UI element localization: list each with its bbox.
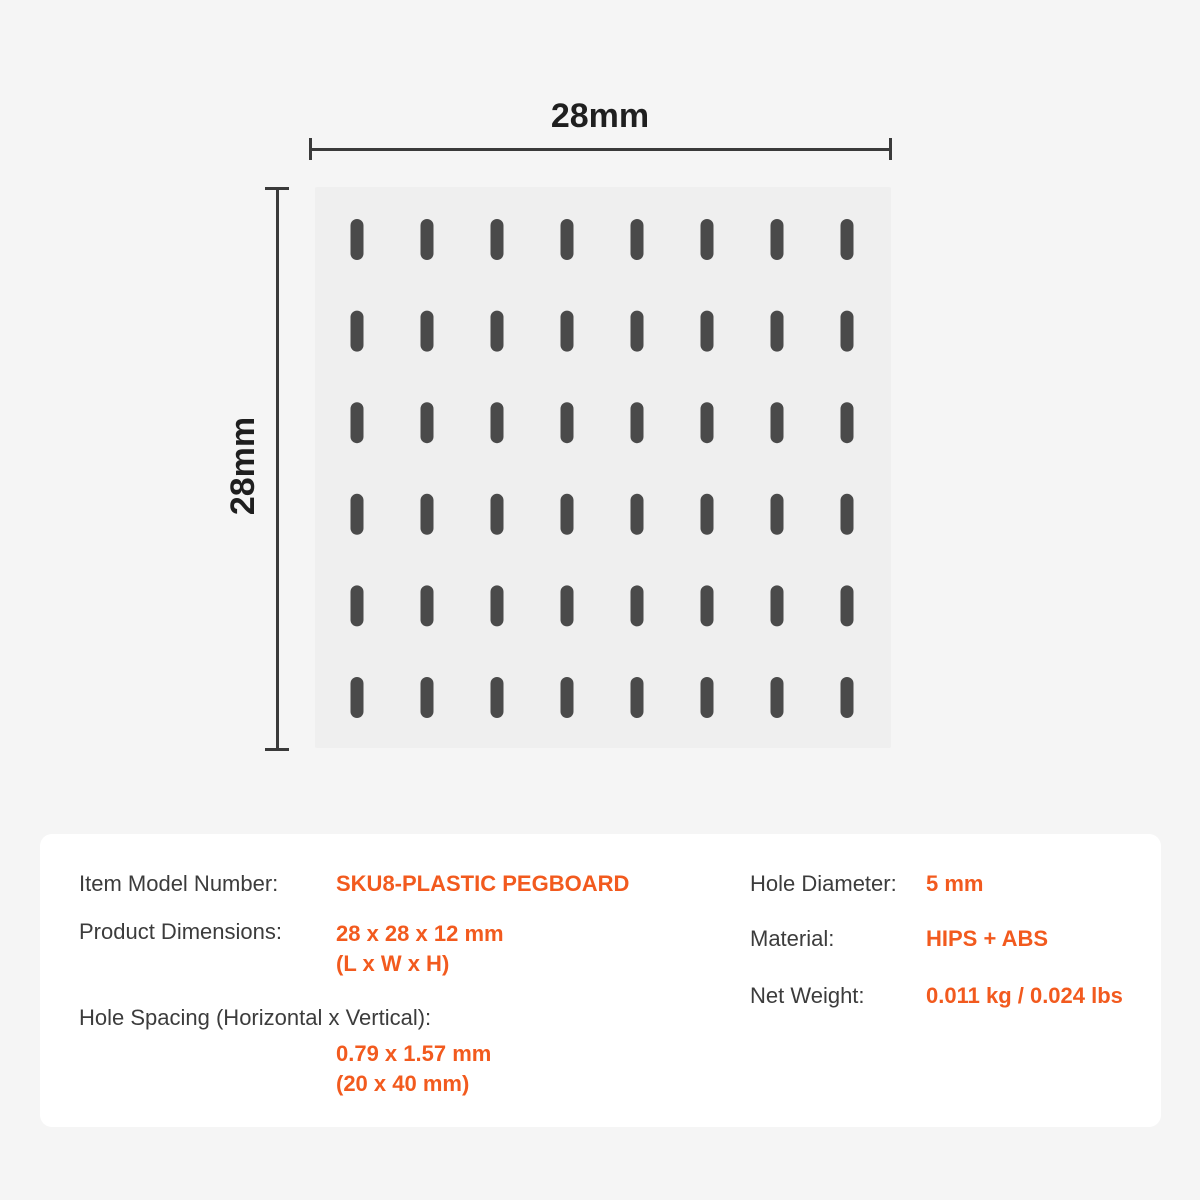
product-dimensions-value: 28 x 28 x 12 mm (336, 921, 504, 946)
peg-hole (841, 677, 854, 718)
height-dimension-label: 28mm (224, 416, 262, 516)
peg-hole (841, 311, 854, 352)
peg-hole (771, 219, 784, 260)
hole-spacing-label: Hole Spacing (Horizontal x Vertical): (79, 1005, 432, 1030)
peg-hole (561, 677, 574, 718)
net-weight-value: 0.011 kg / 0.024 lbs (926, 983, 1123, 1008)
pegboard-holes (315, 187, 891, 748)
peg-hole (631, 219, 644, 260)
width-dimension-line (311, 148, 892, 151)
peg-hole (631, 402, 644, 443)
product-dimensions-note: (L x W x H) (336, 951, 450, 976)
material-value: HIPS + ABS (926, 926, 1049, 951)
peg-hole (421, 402, 434, 443)
width-dimension-tick-right (889, 138, 892, 160)
peg-hole (841, 494, 854, 535)
hole-spacing-value: 0.79 x 1.57 mm (336, 1041, 492, 1066)
peg-hole (841, 585, 854, 626)
peg-hole (561, 311, 574, 352)
peg-hole (771, 311, 784, 352)
peg-hole (351, 219, 364, 260)
height-dimension-tick-bottom (265, 748, 289, 751)
peg-hole (351, 494, 364, 535)
peg-hole (351, 677, 364, 718)
peg-hole (421, 585, 434, 626)
peg-hole (631, 677, 644, 718)
pegboard-image (315, 187, 891, 748)
peg-hole (701, 402, 714, 443)
height-dimension-line (276, 188, 279, 750)
peg-hole (701, 585, 714, 626)
peg-hole (701, 494, 714, 535)
peg-hole (701, 219, 714, 260)
peg-hole (841, 402, 854, 443)
peg-hole (351, 402, 364, 443)
width-dimension-label: 28mm (550, 97, 650, 135)
peg-hole (701, 677, 714, 718)
hole-spacing-note: (20 x 40 mm) (336, 1071, 470, 1096)
peg-hole (561, 402, 574, 443)
spec-panel (40, 834, 1161, 1127)
peg-hole (351, 585, 364, 626)
item-model-value: SKU8-PLASTIC PEGBOARD (336, 871, 630, 896)
peg-hole (491, 219, 504, 260)
peg-hole (421, 677, 434, 718)
peg-hole (421, 311, 434, 352)
peg-hole (351, 311, 364, 352)
peg-hole (561, 494, 574, 535)
peg-hole (631, 494, 644, 535)
peg-hole (491, 311, 504, 352)
peg-hole (841, 219, 854, 260)
peg-hole (561, 585, 574, 626)
peg-hole (701, 311, 714, 352)
peg-hole (561, 219, 574, 260)
peg-hole (491, 677, 504, 718)
item-model-label: Item Model Number: (79, 871, 279, 896)
net-weight-label: Net Weight: (750, 983, 865, 1008)
peg-hole (771, 494, 784, 535)
peg-hole (771, 677, 784, 718)
peg-hole (491, 585, 504, 626)
product-dimensions-label: Product Dimensions: (79, 919, 282, 944)
peg-hole (771, 402, 784, 443)
peg-hole (491, 402, 504, 443)
peg-hole (631, 585, 644, 626)
hole-diameter-label: Hole Diameter: (750, 871, 897, 896)
peg-hole (421, 219, 434, 260)
material-label: Material: (750, 926, 835, 951)
hole-diameter-value: 5 mm (926, 871, 984, 896)
peg-hole (771, 585, 784, 626)
peg-hole (491, 494, 504, 535)
peg-hole (421, 494, 434, 535)
peg-hole (631, 311, 644, 352)
